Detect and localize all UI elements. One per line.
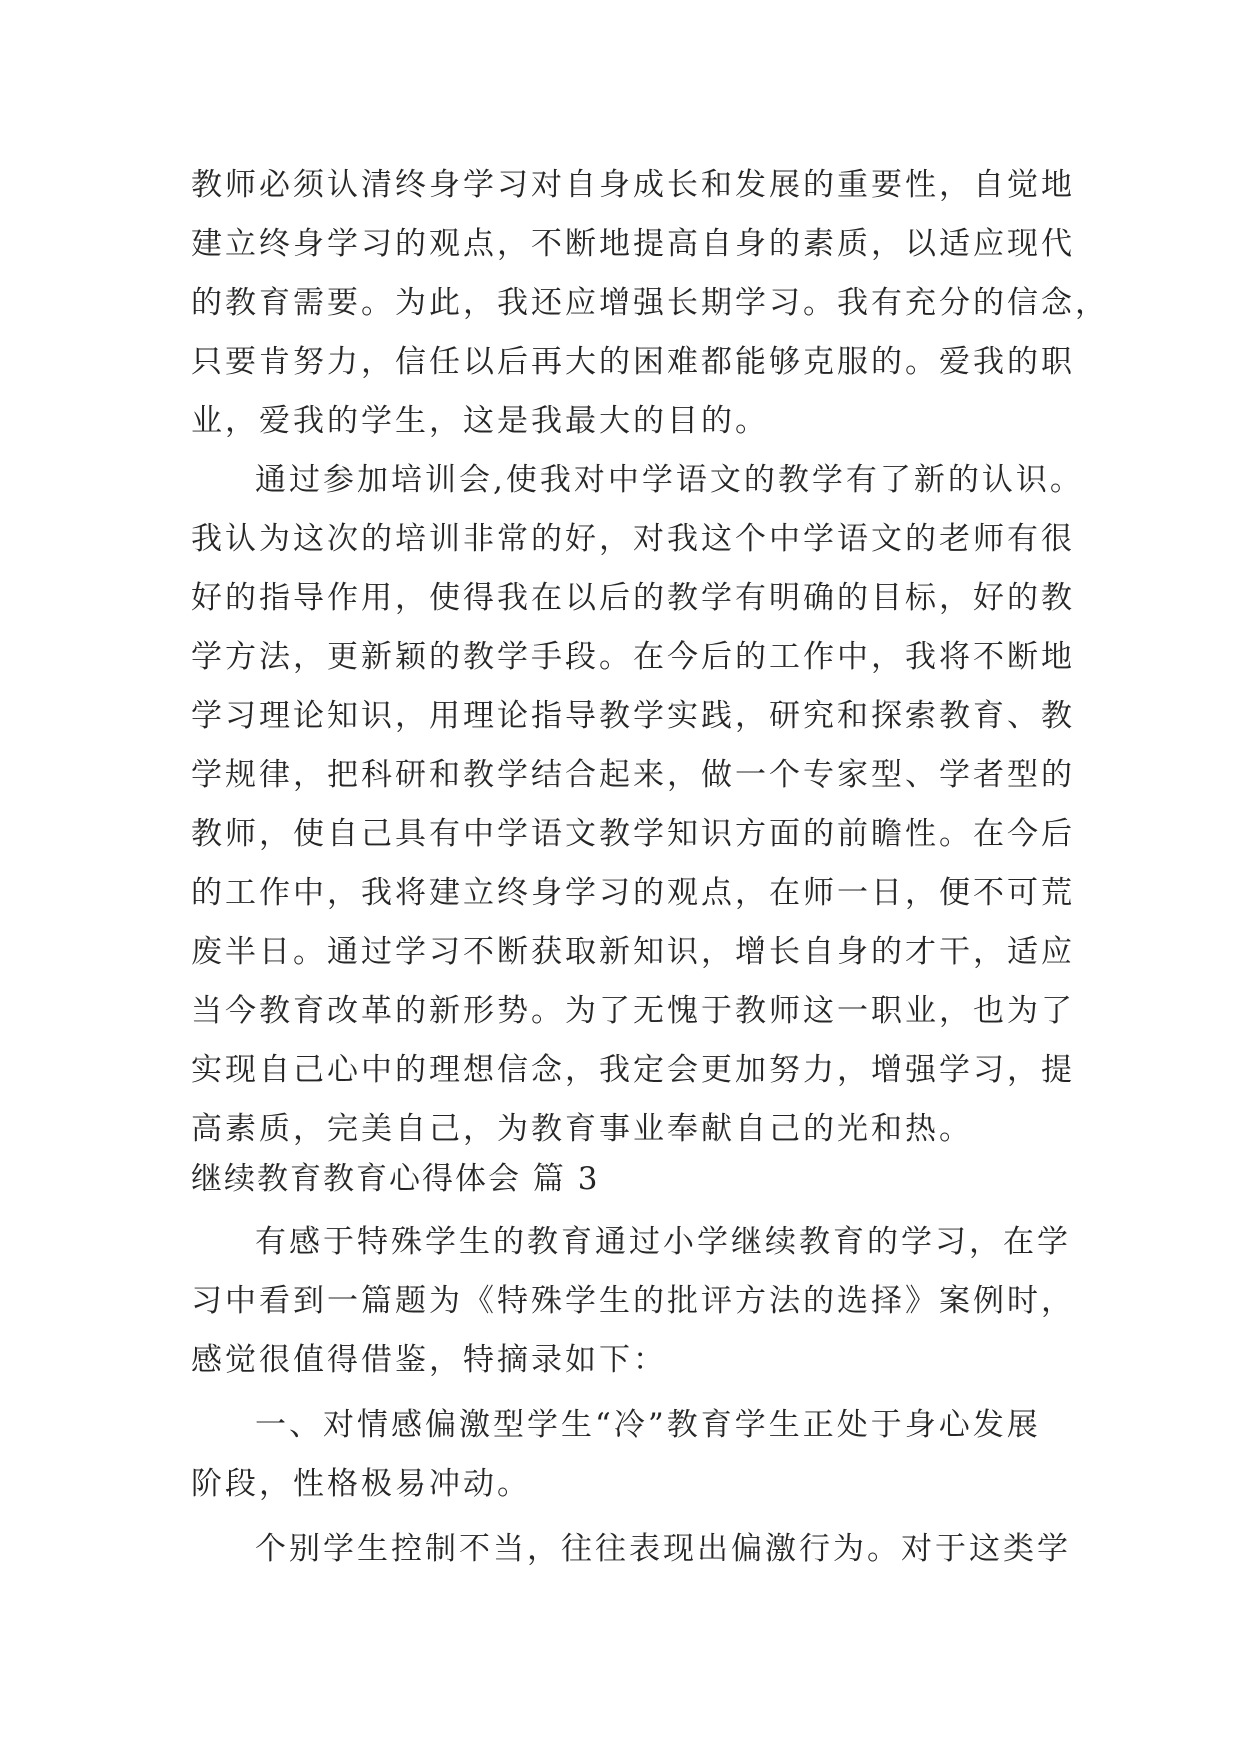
text-line: 阶段，性格极易冲动。: [191, 1466, 531, 1502]
text-line: 好的指导作用，使得我在以后的教学有明确的目标，好的教: [191, 580, 1075, 616]
text-line: 只要肯努力，信任以后再大的困难都能够克服的。爱我的职: [191, 344, 1075, 380]
text-line: 教师，使自己具有中学语文教学知识方面的前瞻性。在今后: [191, 816, 1075, 852]
text-line: 学方法，更新颖的教学手段。在今后的工作中，我将不断地: [191, 639, 1075, 675]
text-line: 业，爱我的学生，这是我最大的目的。: [191, 403, 769, 439]
paragraph-3: [191, 1213, 1075, 1390]
text-line: 学习理论知识，用理论指导教学实践，研究和探索教育、教: [191, 698, 1075, 734]
text-line: 的工作中，我将建立终身学习的观点，在师一日，便不可荒: [191, 875, 1075, 911]
text-line: 教师必须认清终身学习对自身成长和发展的重要性，自觉地: [191, 167, 1075, 203]
paragraph-1: [191, 156, 1109, 451]
document-body: [191, 156, 1109, 1579]
text-line: 的教育需要。为此，我还应增强长期学习。我有充分的信念，: [191, 285, 1109, 321]
text-line: 个别学生控制不当，往往表现出偏激行为。对于这类学: [255, 1531, 1071, 1567]
text-line: 通过参加培训会,使我对中学语文的教学有了新的认识。: [255, 462, 1084, 498]
paragraph-2: [191, 451, 1084, 1159]
text-line: 习中看到一篇题为《特殊学生的批评方法的选择》案例时，: [191, 1283, 1075, 1319]
text-line: 学规律，把科研和教学结合起来，做一个专家型、学者型的: [191, 757, 1075, 793]
text-line: 有感于特殊学生的教育通过小学继续教育的学习，在学: [255, 1224, 1071, 1260]
text-line: 实现自己心中的理想信念，我定会更加努力，增强学习，提: [191, 1052, 1075, 1088]
text-line: 当今教育改革的新形势。为了无愧于教师这一职业，也为了: [191, 993, 1075, 1029]
text-line: 感觉很值得借鉴，特摘录如下：: [191, 1342, 667, 1378]
text-line: 废半日。通过学习不断获取新知识，增长自身的才干，适应: [191, 934, 1075, 970]
paragraph-4: [191, 1396, 1051, 1514]
text-line: 建立终身学习的观点，不断地提高自身的素质，以适应现代: [191, 226, 1075, 262]
text-line: 我认为这次的培训非常的好，对我这个中学语文的老师有很: [191, 521, 1075, 557]
text-line: 高素质，完美自己，为教育事业奉献自己的光和热。: [191, 1111, 973, 1147]
paragraph-5: [191, 1520, 1071, 1579]
text-line: 一、对情感偏激型学生“冷”教育学生正处于身心发展: [255, 1407, 1041, 1443]
section-heading: 继续教育教育心得体会 篇 3: [191, 1161, 600, 1197]
